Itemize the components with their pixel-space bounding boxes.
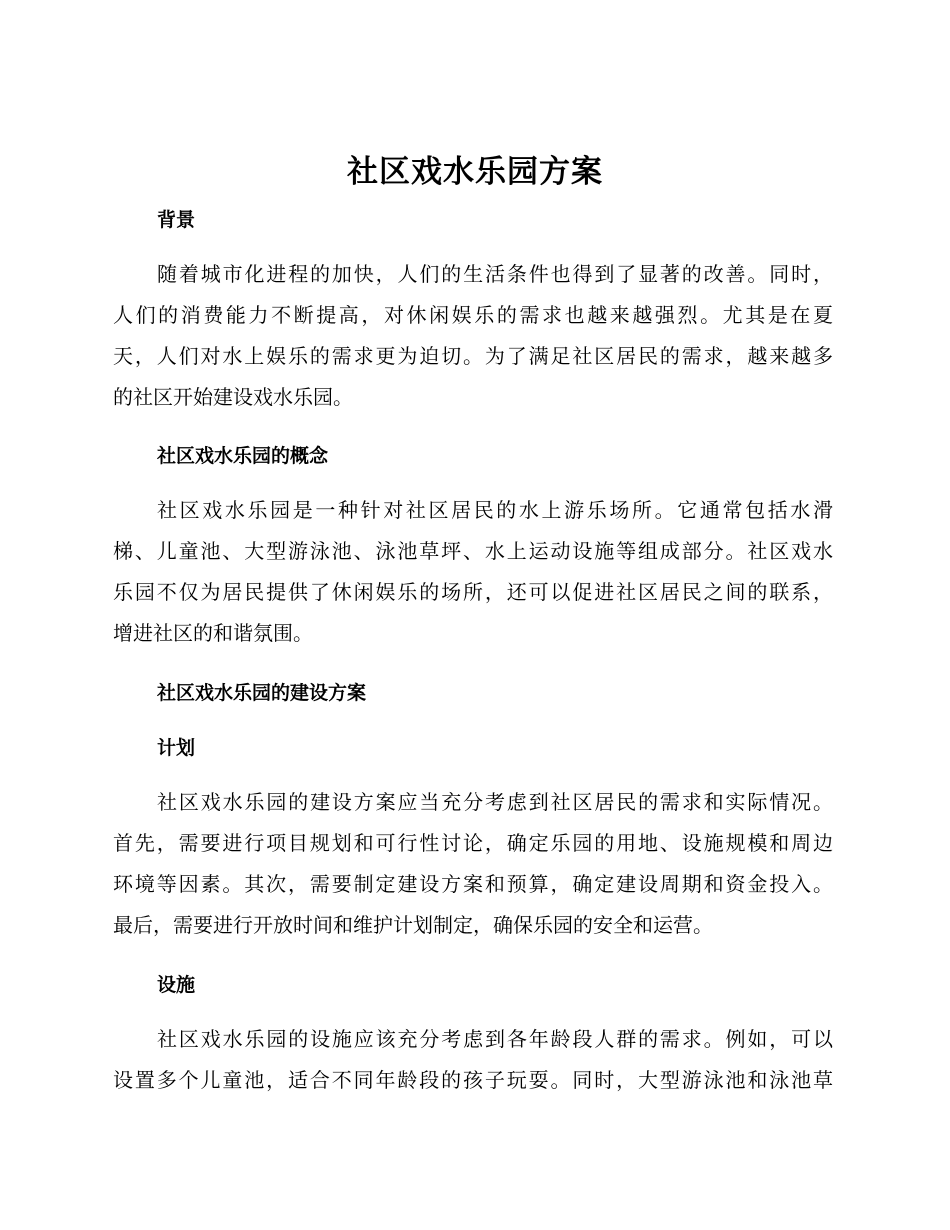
section-heading-background: 背景 xyxy=(157,209,196,231)
paragraph-line: 社区戏水乐园是一种针对社区居民的水上游乐场所。它通常包括水滑 xyxy=(157,498,833,522)
paragraph-line: 人们的消费能力不断提高，对休闲娱乐的需求也越来越强烈。尤其是在夏 xyxy=(113,303,833,327)
document-title: 社区戏水乐园方案 xyxy=(347,154,603,190)
section-heading-construction-plan: 社区戏水乐园的建设方案 xyxy=(157,682,367,704)
section-heading-concept: 社区戏水乐园的概念 xyxy=(157,445,329,467)
paragraph-line: 社区戏水乐园的设施应该充分考虑到各年龄段人群的需求。例如，可以 xyxy=(157,1027,833,1051)
paragraph-line: 的社区开始建设戏水乐园。 xyxy=(113,385,353,409)
paragraph-line: 增进社区的和谐氛围。 xyxy=(113,621,313,645)
paragraph-line: 梯、儿童池、大型游泳池、泳池草坪、水上运动设施等组成部分。社区戏水 xyxy=(113,539,833,563)
paragraph-line: 社区戏水乐园的建设方案应当充分考虑到社区居民的需求和实际情况。 xyxy=(157,790,833,814)
paragraph-line: 天，人们对水上娱乐的需求更为迫切。为了满足社区居民的需求，越来越多 xyxy=(113,344,833,368)
paragraph-line: 乐园不仅为居民提供了休闲娱乐的场所，还可以促进社区居民之间的联系， xyxy=(113,580,833,604)
paragraph-line: 最后，需要进行开放时间和维护计划制定，确保乐园的安全和运营。 xyxy=(113,913,713,937)
section-paragraph-facilities xyxy=(113,1019,833,1101)
section-heading-plan: 计划 xyxy=(157,737,196,759)
section-heading-facilities: 设施 xyxy=(157,974,196,996)
paragraph-line: 设置多个儿童池，适合不同年龄段的孩子玩耍。同时，大型游泳池和泳池草 xyxy=(113,1068,833,1092)
paragraph-line: 随着城市化进程的加快，人们的生活条件也得到了显著的改善。同时， xyxy=(157,262,833,286)
section-paragraph-concept xyxy=(113,490,833,654)
paragraph-line: 首先，需要进行项目规划和可行性讨论，确定乐园的用地、设施规模和周边 xyxy=(113,831,833,855)
section-paragraph-plan xyxy=(113,782,833,946)
section-paragraph-background xyxy=(113,254,833,418)
paragraph-line: 环境等因素。其次，需要制定建设方案和预算，确定建设周期和资金投入。 xyxy=(113,872,833,896)
